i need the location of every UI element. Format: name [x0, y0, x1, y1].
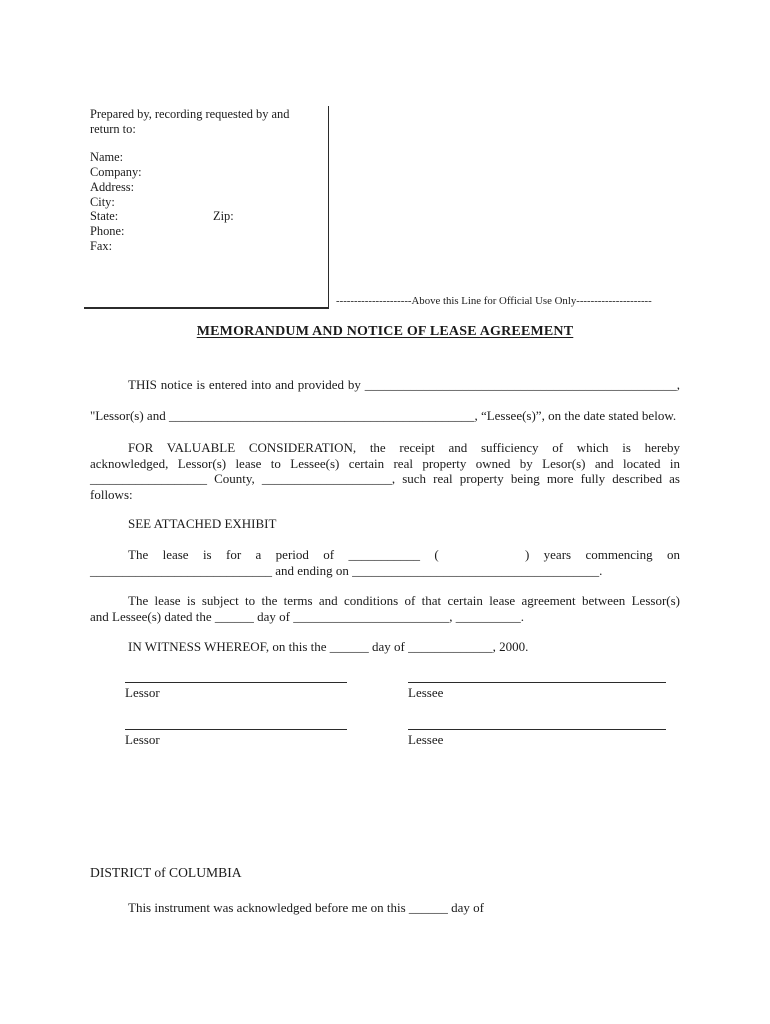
lessor-label-2: Lessor — [125, 732, 160, 747]
intro-paragraph-line-1: THIS notice is entered into and provided by ________________________________________________, — [128, 377, 680, 392]
consideration-line-4: follows: — [90, 486, 133, 502]
notary-jurisdiction-heading: DISTRICT of COLUMBIA — [90, 865, 242, 880]
field-company-label: Company: — [90, 165, 142, 180]
official-use-divider: ---------------------Above this Line for Official Use Only--------------------- — [336, 295, 652, 307]
witness-clause: IN WITNESS WHEREOF, on this the ______ day of _____________, 2000. — [128, 639, 529, 654]
state-zip-row — [90, 209, 320, 224]
lease-terms-line-2: and Lessee(s) dated the ______ day of ________________________, __________. — [90, 608, 524, 624]
lessee-label-1: Lessee — [408, 685, 444, 700]
lease-period-paragraph — [90, 547, 680, 578]
lease-terms-line-1: The lease is subject to the terms and conditions of that certain lease agreement between Lessor(s) — [128, 593, 680, 608]
field-address-label: Address: — [90, 179, 135, 194]
consideration-line-1: FOR VALUABLE CONSIDERATION, the receipt and sufficiency of which is hereby — [128, 440, 680, 455]
field-phone-label: Phone: — [90, 223, 125, 238]
field-zip-label: Zip: — [213, 209, 234, 224]
field-city-label: City: — [90, 194, 115, 209]
lessor-signature-line-1 — [125, 682, 347, 701]
field-fax-label: Fax: — [90, 238, 113, 253]
lessee-label-2: Lessee — [408, 732, 444, 747]
field-name-label: Name: — [90, 150, 124, 165]
lessor-label-1: Lessor — [125, 685, 160, 700]
lessor-signature-line-2 — [125, 729, 347, 748]
lease-period-line-2: ____________________________ and ending on ______________________________________. — [90, 562, 603, 578]
lessee-signature-line-2 — [408, 729, 666, 748]
return-address-box — [84, 106, 329, 309]
consideration-line-3: __________________ County, ____________________, such real property being more fully described as — [90, 471, 680, 487]
consideration-line-2: acknowledged, Lessor(s) lease to Lessee(s) certain real property owned by Lesor(s) and located in — [90, 455, 680, 471]
lease-period-line-1: The lease is for a period of ___________ ( ) years commencing on — [128, 547, 680, 562]
lease-terms-paragraph — [90, 593, 680, 624]
intro-paragraph-line-2: "Lessor(s) and _______________________________________________, “Lessee(s)”, on the date stated below. — [90, 408, 677, 423]
return-box-heading: Prepared by, recording requested by and return to: — [90, 107, 290, 136]
return-box-spacer — [90, 136, 320, 150]
consideration-paragraph — [90, 440, 680, 502]
lessee-signature-line-1 — [408, 682, 666, 701]
field-state-label: State: — [90, 209, 119, 224]
acknowledgment-line: This instrument was acknowledged before me on this ______ day of — [128, 900, 484, 915]
see-attached-exhibit: SEE ATTACHED EXHIBIT — [128, 516, 277, 531]
document-title: MEMORANDUM AND NOTICE OF LEASE AGREEMENT — [196, 324, 574, 339]
